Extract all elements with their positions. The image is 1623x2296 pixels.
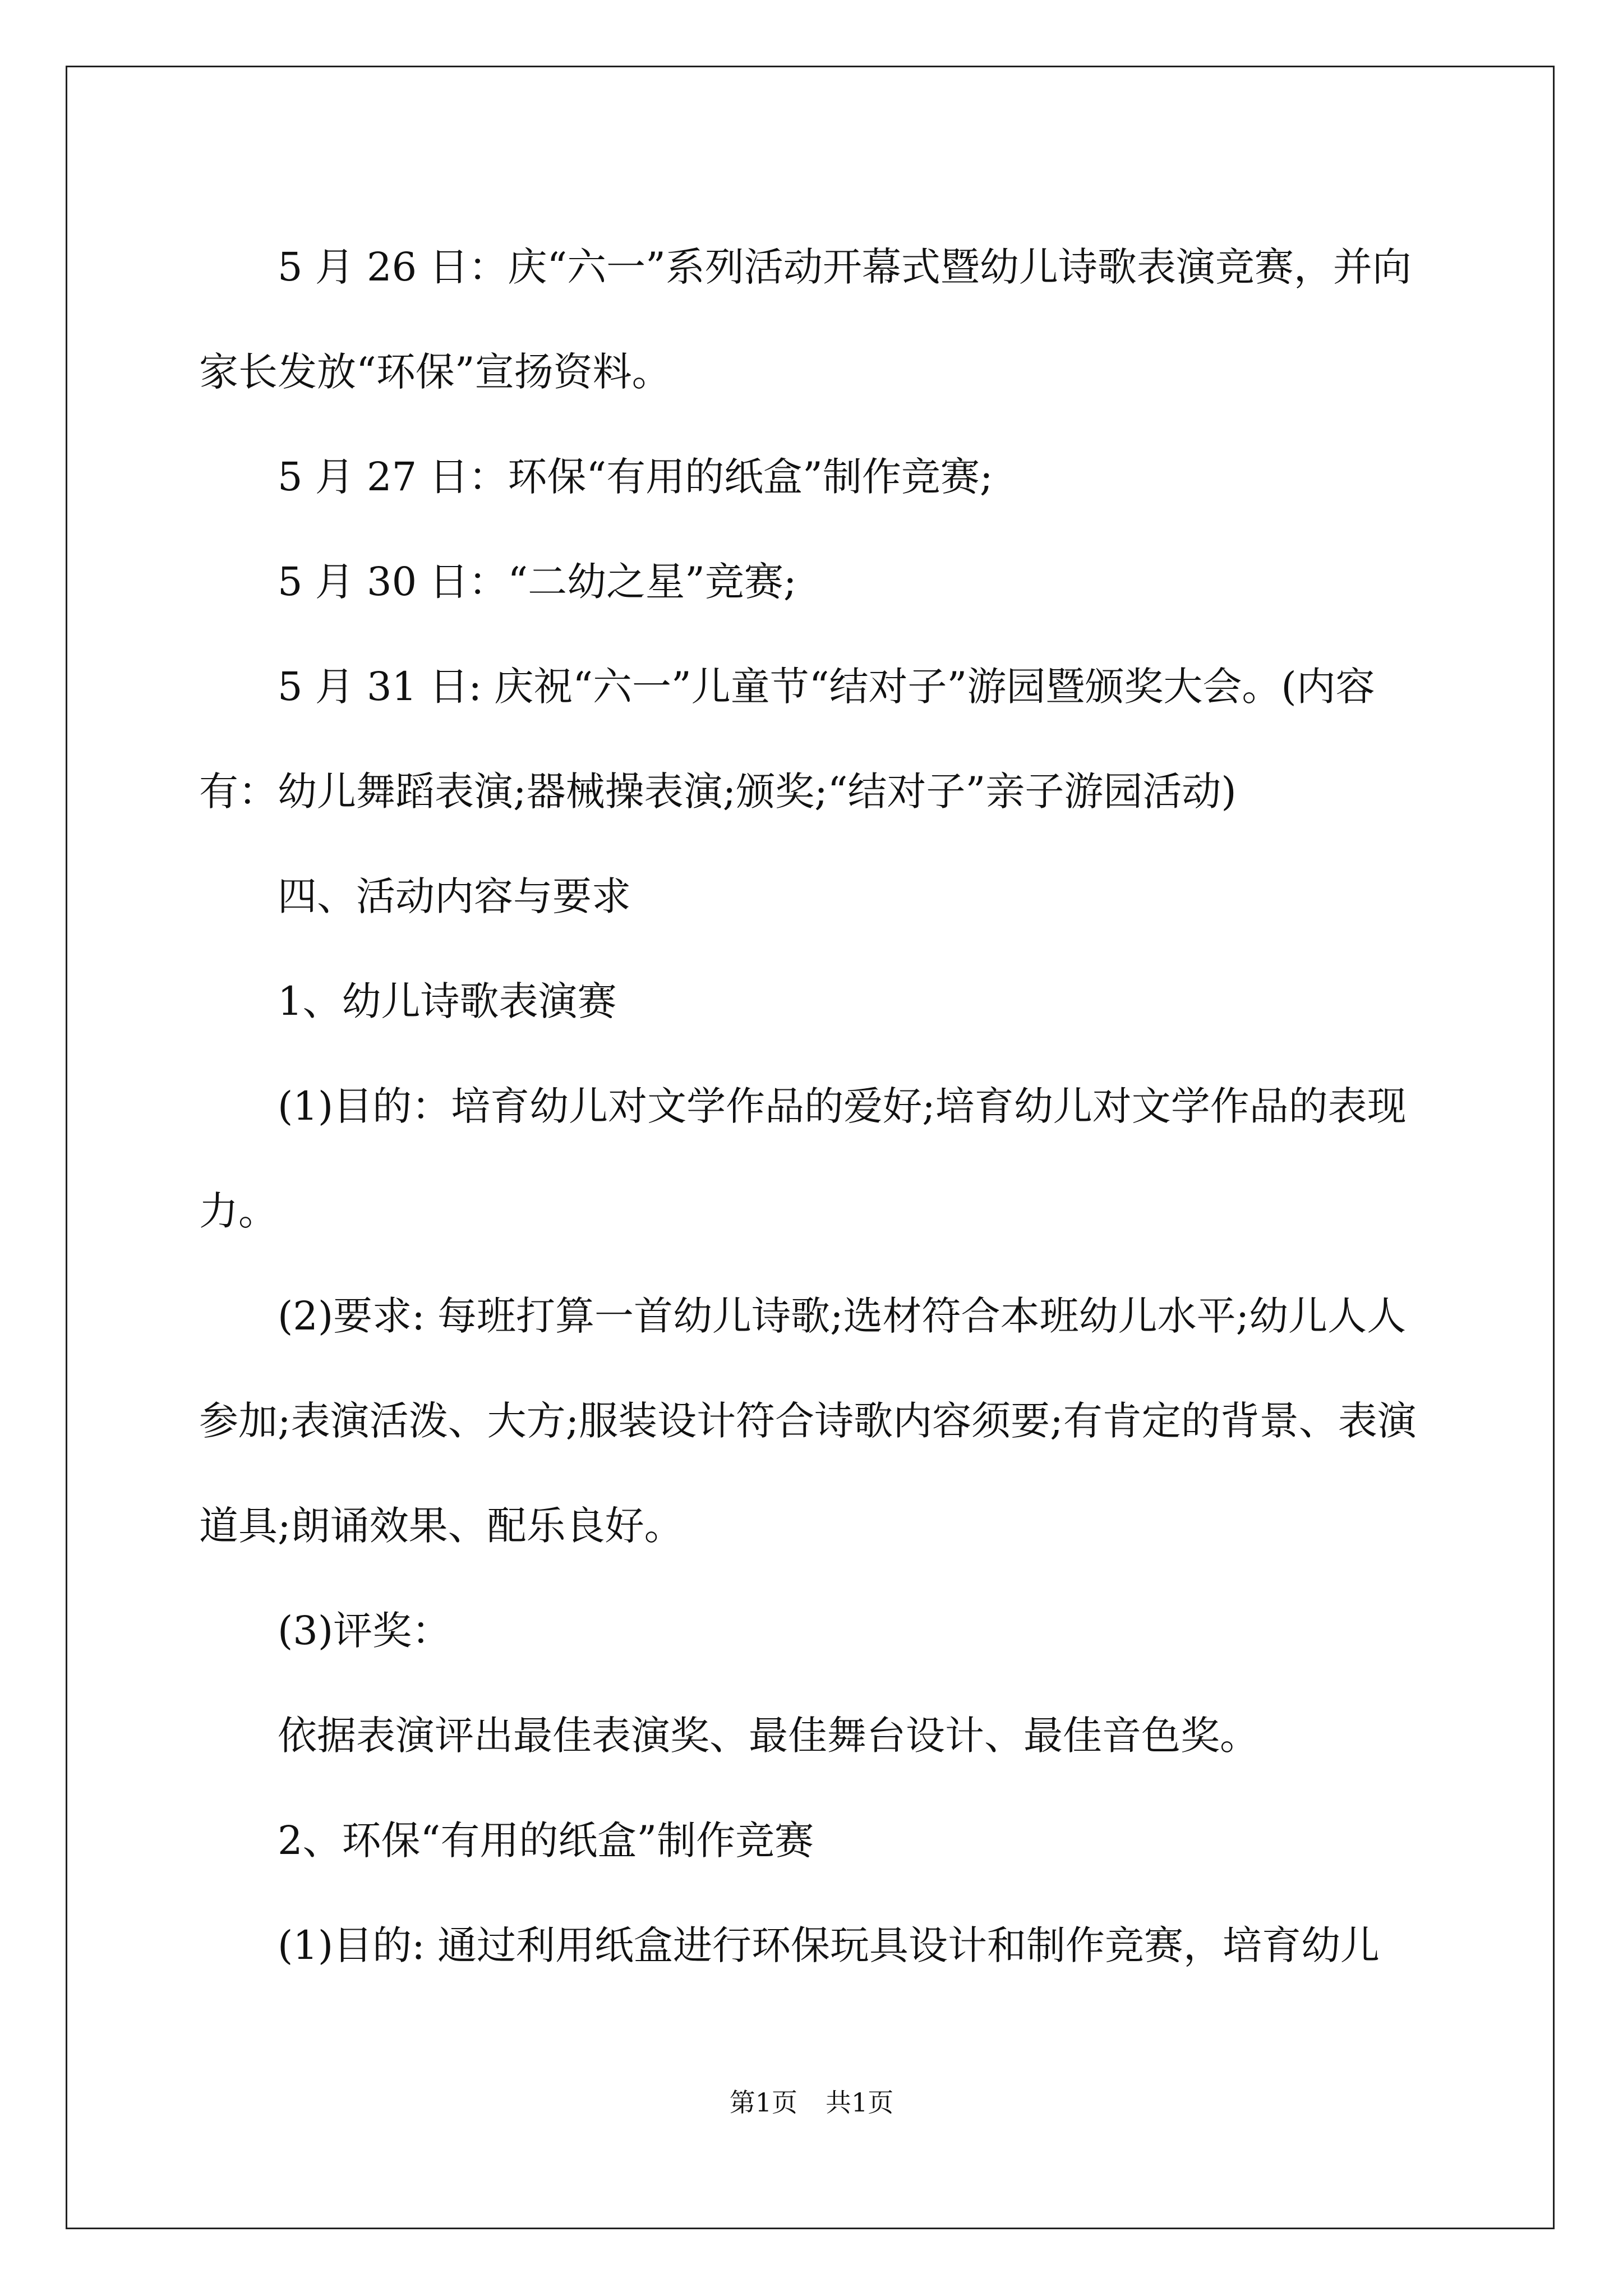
section-heading-activity-content: 四、活动内容与要求 [278,873,631,919]
paragraph-poetry-awards: 依据表演评出最佳表演奖、最佳舞台设计、最佳音色奖。 [278,1713,1259,1759]
paragraph-paper-box-purpose: (1)目的: 通过利用纸盒进行环保玩具设计和制作竞赛，培育幼儿 [278,1922,1380,1968]
paragraph-poetry-awards-label: (3)评奖： [278,1608,451,1654]
paragraph-schedule-may-31: 5 月 31 日: 庆祝“六一”儿童节“结对子”游园暨颁奖大会。(内容有：幼儿舞蹈表演;器械操表演;颁奖;“结对子”亲子游园活动) [199,664,1375,815]
page-footer [0,2086,1623,2119]
paragraph-schedule-may-30: 5 月 30 日：“二幼之星”竞赛; [278,559,797,605]
paragraph-poetry-purpose: (1)目的：培育幼儿对文学作品的爱好;培育幼儿对文学作品的表现力。 [199,1083,1407,1234]
paragraph-schedule-may-27: 5 月 27 日：环保“有用的纸盒”制作竞赛; [278,454,993,500]
subheading-paper-box-contest: 2、环保“有用的纸盒”制作竞赛 [278,1818,814,1864]
paragraph-schedule-may-26: 5 月 26 日：庆“六一”系列活动开幕式暨幼儿诗歌表演竞赛，并向家长发放“环保”宣扬资料。 [199,244,1412,395]
subheading-poetry-contest: 1、幼儿诗歌表演赛 [278,978,617,1024]
document-body [199,215,1422,1998]
paragraph-poetry-requirements: (2)要求: 每班打算一首幼儿诗歌;选材符合本班幼儿水平;幼儿人人参加;表演活泼、大方;服装设计符合诗歌内容须要;有肯定的背景、表演道具;朗诵效果、配乐良好。 [199,1293,1417,1549]
page-total: 共1页 [826,2087,894,2118]
page-number: 第1页 [729,2087,797,2118]
